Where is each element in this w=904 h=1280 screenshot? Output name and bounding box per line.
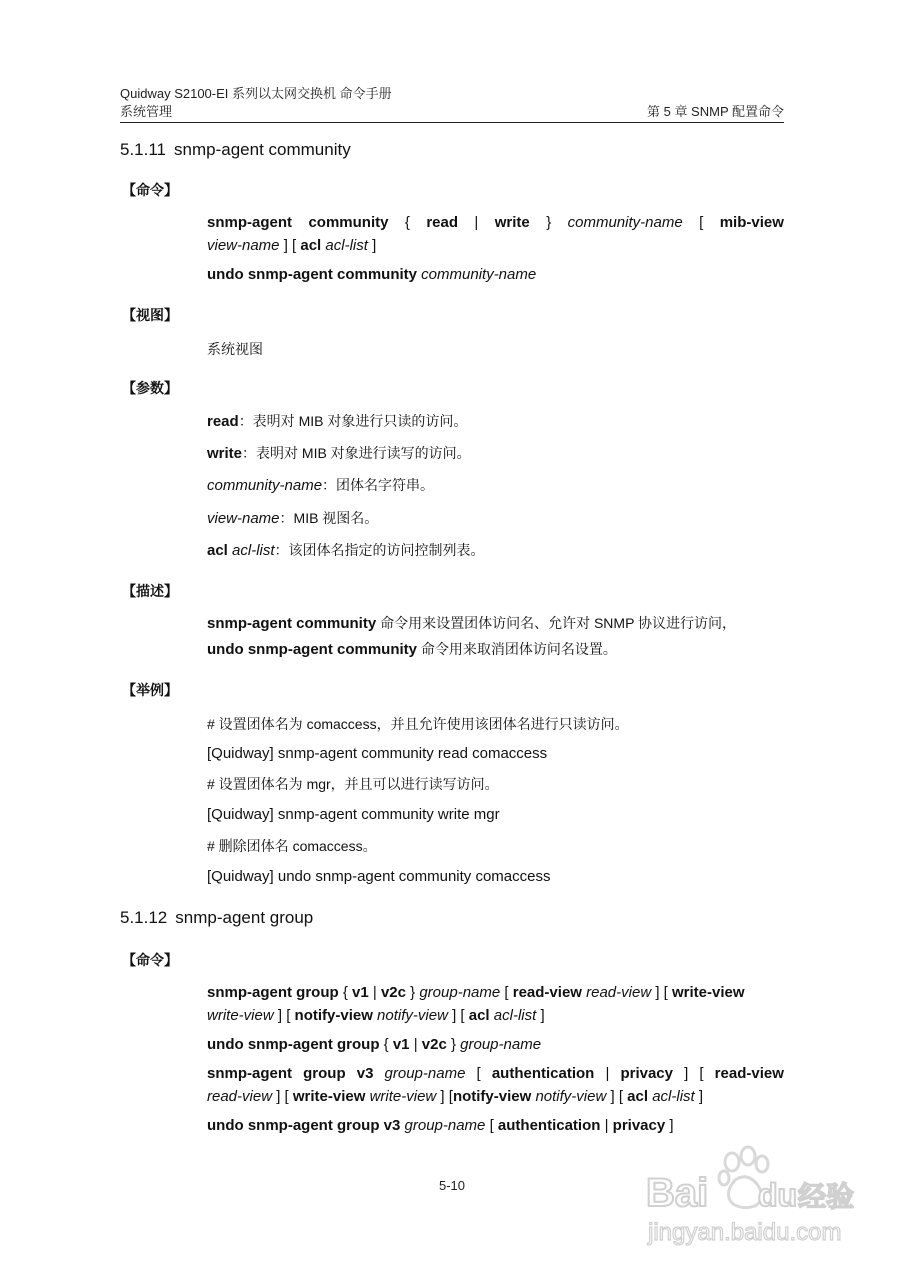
section-title: snmp-agent community xyxy=(174,140,351,159)
cmd-token: group-name xyxy=(404,1117,486,1134)
cmd-token: [ xyxy=(500,984,513,1001)
param-tag: 【参数】 xyxy=(122,380,178,396)
description-line-1 xyxy=(207,612,784,635)
cmd-token: ] [ xyxy=(279,237,301,254)
cmd-token: | xyxy=(368,984,381,1001)
cmd-token: v3 xyxy=(356,1065,374,1082)
cmd-token: read-view xyxy=(714,1065,784,1082)
cmd-token: v2c xyxy=(421,1036,447,1053)
cmd-token: { xyxy=(338,984,353,1001)
example-command: [Quidway] undo snmp-agent community comaccess xyxy=(207,868,551,885)
cmd-token: acl-list xyxy=(493,1007,537,1024)
section-title: snmp-agent group xyxy=(175,908,314,927)
cmd-token: ] [ xyxy=(447,1007,469,1024)
cmd-token: read-view xyxy=(207,1088,273,1105)
section-number: 5.1.12 xyxy=(120,908,168,927)
group-command-line-1-cont xyxy=(207,1005,784,1027)
cmd-token: ] xyxy=(665,1117,674,1134)
cmd-token: notify-view xyxy=(535,1088,607,1105)
param-desc: ：团体名字符串。 xyxy=(322,477,435,493)
header-section-row xyxy=(120,104,784,120)
cmd-token: } xyxy=(405,984,420,1001)
param-key: community-name xyxy=(207,477,323,494)
param-key: acl xyxy=(207,542,228,559)
watermark-url: jingyan.baidu.com xyxy=(648,1219,842,1246)
cmd-token: acl xyxy=(627,1088,649,1105)
cmd-token: acl-list xyxy=(325,237,368,254)
cmd-token: write-view xyxy=(672,984,745,1001)
header-title: Quidway S2100-EI 系列以太网交换机 命令手册 xyxy=(120,86,392,101)
cmd-token: acl-list xyxy=(652,1088,695,1105)
cmd-token: { xyxy=(404,214,410,231)
example-comment: # 设置团体名为 mgr，并且可以进行读写访问。 xyxy=(207,776,499,792)
cmd-token: read xyxy=(426,214,458,231)
param-key: read xyxy=(207,413,239,430)
param-community-name xyxy=(207,474,784,497)
page-number: 5-10 xyxy=(438,1178,466,1193)
cmd-token: v2c xyxy=(380,984,406,1001)
view-text: 系统视图 xyxy=(207,341,263,357)
param-key: acl-list xyxy=(232,542,275,559)
example-command: [Quidway] snmp-agent community write mgr xyxy=(207,806,500,823)
cmd-token: snmp-agent group xyxy=(207,984,339,1001)
cmd-token: acl xyxy=(300,237,322,254)
cmd-token: [ xyxy=(699,214,704,231)
param-acl xyxy=(207,539,784,562)
param-desc: ：该团体名指定的访问控制列表。 xyxy=(274,542,485,558)
cmd-token: ] [ xyxy=(606,1088,628,1105)
example-comment: # 设置团体名为 comaccess，并且允许使用该团体名进行只读访问。 xyxy=(207,716,629,732)
cmd-token: authentication xyxy=(491,1065,595,1082)
cmd-token: ] xyxy=(684,1065,689,1082)
desc-cmd: undo snmp-agent community xyxy=(207,641,417,658)
example-tag: 【举例】 xyxy=(122,682,178,698)
section-heading-5-1-12 xyxy=(120,908,313,928)
cmd-token: privacy xyxy=(620,1065,673,1082)
example-command: [Quidway] snmp-agent community read comaccess xyxy=(207,745,548,762)
cmd-token: v1 xyxy=(352,984,369,1001)
cmd-token: ] xyxy=(694,1088,704,1105)
cmd-token: undo snmp-agent group xyxy=(207,1036,380,1053)
cmd-token: [ xyxy=(699,1065,704,1082)
cmd-token: snmp-agent xyxy=(207,214,293,231)
command-line-2 xyxy=(207,264,784,286)
cmd-token: ] [ xyxy=(272,1088,293,1105)
command-line-1 xyxy=(207,212,784,234)
header-section-left: 系统管理 xyxy=(120,104,173,119)
cmd-token: undo snmp-agent community xyxy=(207,266,417,283)
cmd-token: privacy xyxy=(612,1117,666,1134)
cmd-token: [ xyxy=(485,1117,498,1134)
group-command-line-4 xyxy=(207,1115,784,1137)
cmd-token: | xyxy=(474,214,479,231)
description-line-2 xyxy=(207,638,784,661)
cmd-token: | xyxy=(605,1065,610,1082)
cmd-token: view-name xyxy=(207,237,280,254)
cmd-token: { xyxy=(379,1036,393,1053)
cmd-token: notify-view xyxy=(452,1088,532,1105)
cmd-token: v1 xyxy=(392,1036,410,1053)
cmd-token: } xyxy=(546,214,552,231)
group-command-line-3-cont xyxy=(207,1086,784,1108)
cmd-token: write-view xyxy=(292,1088,366,1105)
cmd-token: group-name xyxy=(460,1036,542,1053)
cmd-token: community-name xyxy=(421,266,537,283)
param-desc: ：表明对 MIB 对象进行读写的访问。 xyxy=(242,445,471,461)
section-number: 5.1.11 xyxy=(120,140,167,159)
cmd-token: notify-view xyxy=(377,1007,448,1024)
command-tag: 【命令】 xyxy=(122,952,178,968)
cmd-token: ] xyxy=(536,1007,545,1024)
group-command-line-1 xyxy=(207,982,784,1004)
cmd-token: read-view xyxy=(586,984,652,1001)
param-key: view-name xyxy=(207,510,280,527)
cmd-token: snmp-agent xyxy=(207,1065,293,1082)
group-command-line-2 xyxy=(207,1034,784,1056)
param-key: write xyxy=(207,445,243,462)
cmd-token: ] [ xyxy=(651,984,672,1001)
desc-cmd: snmp-agent community xyxy=(207,615,377,632)
svg-text:经验: 经验 xyxy=(798,1180,855,1213)
svg-text:Bai: Bai xyxy=(646,1171,709,1215)
cmd-token: write-view xyxy=(207,1007,274,1024)
group-command-line-3 xyxy=(207,1063,784,1085)
cmd-token: write-view xyxy=(369,1088,437,1105)
cmd-token: group-name xyxy=(419,984,501,1001)
cmd-token: authentication xyxy=(497,1117,601,1134)
cmd-token: group-name xyxy=(384,1065,466,1082)
command-tag: 【命令】 xyxy=(122,182,178,198)
param-write xyxy=(207,442,784,465)
param-read xyxy=(207,410,784,433)
cmd-token: ] xyxy=(367,237,377,254)
header-divider xyxy=(120,122,784,123)
cmd-token: [ xyxy=(476,1065,481,1082)
cmd-token: acl xyxy=(468,1007,490,1024)
cmd-token: group xyxy=(303,1065,346,1082)
command-line-1-cont xyxy=(207,235,784,257)
cmd-token: community xyxy=(308,214,389,231)
desc-text: 命令用来取消团体访问名设置。 xyxy=(417,641,617,657)
cmd-token: } xyxy=(446,1036,461,1053)
cmd-token: notify-view xyxy=(294,1007,373,1024)
desc-text: 命令用来设置团体访问名、允许对 SNMP 协议进行访问， xyxy=(376,615,737,631)
cmd-token: ] [ xyxy=(436,1088,453,1105)
cmd-token: write xyxy=(494,214,530,231)
cmd-token: undo snmp-agent group v3 xyxy=(207,1117,401,1134)
view-tag: 【视图】 xyxy=(122,307,178,323)
cmd-token: | xyxy=(409,1036,422,1053)
description-tag: 【描述】 xyxy=(122,583,178,599)
cmd-token: read-view xyxy=(512,984,582,1001)
cmd-token: ] [ xyxy=(273,1007,295,1024)
section-heading-5-1-11 xyxy=(120,140,351,160)
header-chapter: 第 5 章 SNMP 配置命令 xyxy=(646,104,784,119)
cmd-token: mib-view xyxy=(719,214,784,231)
example-comment: # 删除团体名 comaccess。 xyxy=(207,838,377,854)
param-desc: ：表明对 MIB 对象进行只读的访问。 xyxy=(238,413,468,429)
svg-text:du: du xyxy=(758,1177,798,1213)
cmd-token: | xyxy=(600,1117,613,1134)
param-view-name xyxy=(207,507,784,530)
param-desc: ：MIB 视图名。 xyxy=(279,510,379,526)
cmd-token: community-name xyxy=(567,214,683,231)
baidu-jingyan-watermark xyxy=(640,1140,860,1260)
